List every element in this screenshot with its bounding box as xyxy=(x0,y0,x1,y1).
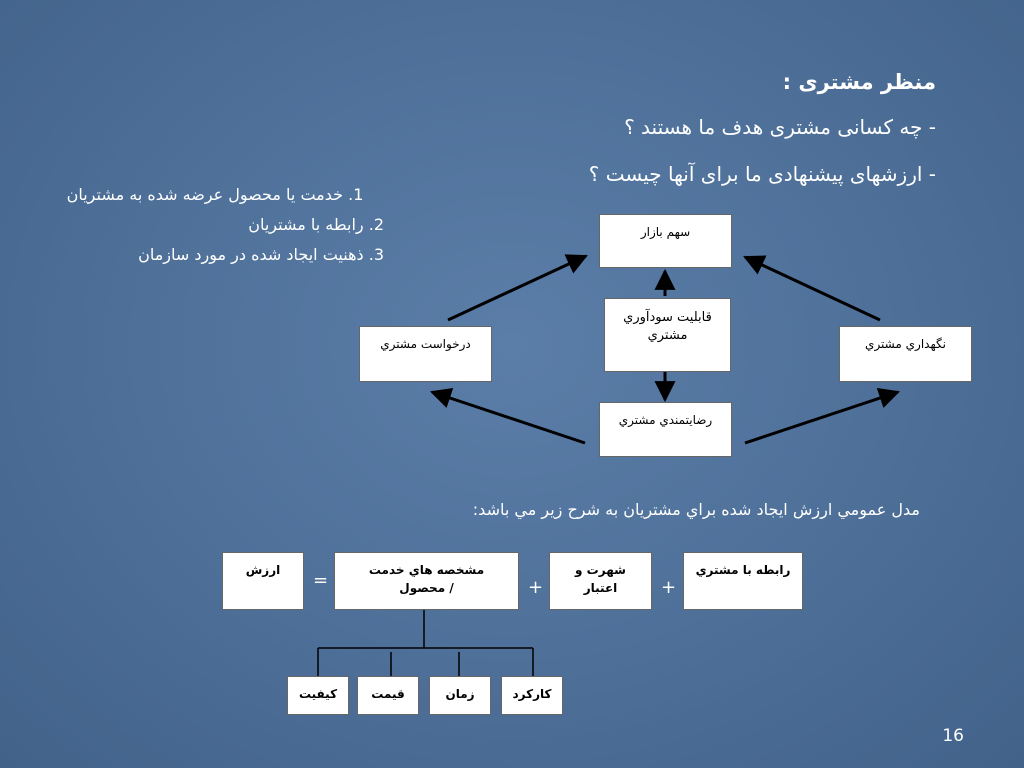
arrow-satisfaction-to-acquisition xyxy=(432,392,585,443)
price-box: قيمت xyxy=(357,676,419,715)
reputation-box: شهرت و اعتبار xyxy=(549,552,652,610)
arrow-retention-to-market xyxy=(745,257,880,320)
list-item: 3. ذهنیت ایجاد شده در مورد سازمان xyxy=(138,245,384,264)
arrow-acquisition-to-market xyxy=(448,256,586,320)
model-caption: مدل عمومي ارزش ايجاد شده براي مشتريان به شرح زير مي باشد: xyxy=(472,500,920,519)
time-box: زمان xyxy=(429,676,491,715)
quality-box: كيفيت xyxy=(287,676,349,715)
equals-sign: = xyxy=(313,570,329,591)
list-item: 2. رابطه با مشتريان xyxy=(248,215,384,234)
market-share-box: سهم بازار xyxy=(599,214,732,268)
value-box: ارزش xyxy=(222,552,304,610)
arrow-satisfaction-to-retention xyxy=(745,392,898,443)
acquisition-box: درخواست مشتري xyxy=(359,326,492,382)
functionality-box: كاركرد xyxy=(501,676,563,715)
page-number: 16 xyxy=(942,726,964,746)
plus-sign: + xyxy=(661,577,677,598)
attributes-tree xyxy=(318,610,533,676)
question-value-proposition: - ارزشهای پیشنهادی ما برای آنها چیست ؟ xyxy=(588,162,936,186)
satisfaction-box: رضايتمندي مشتري xyxy=(599,402,732,457)
list-item: 1. خدمت يا محصول عرضه شده به مشتريان xyxy=(66,185,364,204)
profitability-box: قابليت سودآوري مشتري xyxy=(604,298,731,372)
question-target-customers: - چه کسانی مشتری هدف ما هستند ؟ xyxy=(624,115,936,139)
plus-sign: + xyxy=(528,577,544,598)
relationship-box: رابطه با مشتري xyxy=(683,552,803,610)
retention-box: نگهداري مشتري xyxy=(839,326,972,382)
attributes-box: مشخصه هاي خدمت / محصول xyxy=(334,552,519,610)
slide-title: منظر مشتری : xyxy=(782,70,936,94)
